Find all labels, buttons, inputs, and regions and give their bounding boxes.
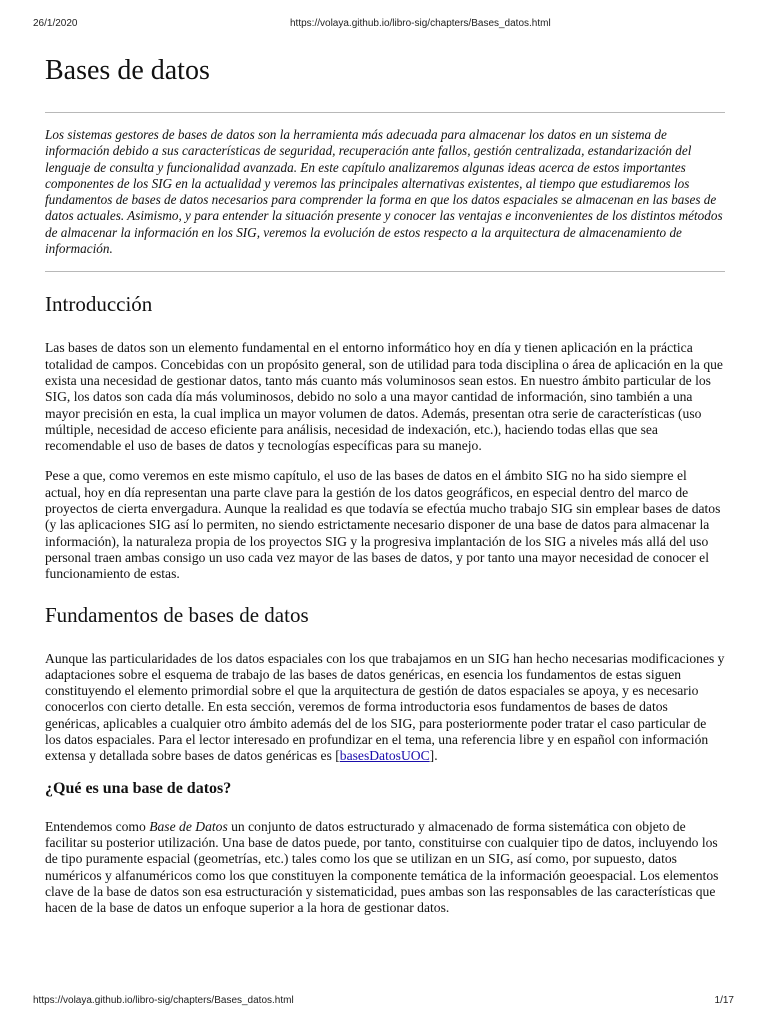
subsection-heading-que-es: ¿Qué es una base de datos? xyxy=(45,779,232,797)
print-header-date: 26/1/2020 xyxy=(33,18,78,29)
chapter-abstract: Los sistemas gestores de bases de datos son la herramienta más adecuada para almacenar los datos en un sistema de información debido a sus características de seguridad, recuperación ante fallos, gestión centralizada, estandarización del lenguaje de consulta y funcionalidad avanzada. En este capítulo analizaremos algunas ideas acerca de estos importantes componentes de los SIG en la actualidad y veremos las principales alternativas existentes, al tiempo que estudiaremos los fundamentos de bases de datos necesarios para comprender la forma en que los datos espaciales se almacenan en las bases de datos actuales. Asimismo, y para entender la situación presente y conocer las ventajas e inconvenientes de los distintos métodos de almacenar la información en los SIG, veremos la evolución de estos respecto a la arquitectura de almacenamiento de información. xyxy=(45,127,723,257)
page-title: Bases de datos xyxy=(45,55,210,86)
intro-paragraph-2: Pese a que, como veremos en este mismo capítulo, el uso de las bases de datos en el ámbito SIG no ha sido siempre el actual, hoy en día representan una parte clave para la gestión de los datos geográficos, en especial dentro del marco de proyectos de cierta envergadura. Aunque la realidad es que todavía se efectúa mucho trabajo SIG sin emplear bases de datos (y las aplicaciones SIG así lo permiten, no siendo estrictamente necesario disponer de una base de datos para almacenar la información), la naturaleza propia de los proyectos SIG y la progresiva implantación de los SIG a niveles más allá del uso personal traen ambas consigo un uso cada vez mayor de las bases de datos, y por tanto una mayor necesidad de conocer el funcionamiento de estas. xyxy=(45,468,721,582)
title-divider xyxy=(45,112,725,113)
section-heading-introduccion: Introducción xyxy=(45,292,153,317)
section-heading-fundamentos: Fundamentos de bases de datos xyxy=(45,602,309,627)
que-es-text-rest: un conjunto de datos estructurado y almacenado de forma sistemática con objeto de facilitar su posterior utilización. Una base de datos puede, por tanto, constituirse con cualquier tipo de datos, incluyendo los de tipo puramente espacial (geometrías, etc.) tales como los que se utilizan en un SIG, así como, por supuesto, datos numéricos y alfanuméricos como los que constituyen la componente temática de la información geoespacial. Los elementos clave de la base de datos son esa estructuración y sistematicidad, pues ambas son las responsables de las características que hacen de la base de datos un enfoque superior a la hora de gestionar datos. xyxy=(45,818,719,916)
term-base-de-datos: Base de Datos xyxy=(149,818,228,834)
reference-link-basesdatosuoc[interactable]: basesDatosUOC xyxy=(339,748,430,764)
fundamentos-text: Aunque las particularidades de los datos espaciales con los que trabajamos en un SIG han hecho necesarias modificaciones y adaptaciones sobre el esquema de trabajo de las bases de datos genéricas, en esencia los fundamentos de estas siguen constituyendo el elemento primordial sobre el que la arquitectura de gestión de datos espaciales se apoya, y es necesario conocerlos con cierto detalle. En esta sección, veremos de forma introductoria esos fundamentos de bases de datos genéricas, aplicables a cualquier otro ámbito además del de los SIG, para posteriormente poder tratar el caso particular de los datos espaciales. Para el lector interesado en profundizar en el tema, una referencia libre y en español con información extensa y detallada sobre bases de datos genéricas es [ xyxy=(45,650,725,764)
intro-paragraph-1: Las bases de datos son un elemento fundamental en el entorno informático hoy en día y tienen aplicación en la práctica totalidad de campos. Concebidas con un propósito general, son de utilidad para toda disciplina o área de aplicación en la que exista una necesidad de gestionar datos, tanto más cuanto más voluminosos sean estos. En nuestro ámbito particular de los SIG, los datos son cada día más voluminosos, debido no solo a una mayor cantidad de información, sino también a una mayor precisión en esta, la cual implica un mayor volumen de datos. Además, presentan otra serie de características (uso múltiple, necesidad de acceso eficiente para análisis, necesidad de indexación, etc.), haciendo todas ellas que sea recomendable el uso de bases de datos y tecnologías específicas para su manejo. xyxy=(45,340,723,454)
print-header-url: https://volaya.github.io/libro-sig/chapters/Bases_datos.html xyxy=(290,18,551,29)
que-es-text-start: Entendemos como xyxy=(45,818,150,834)
print-footer-url: https://volaya.github.io/libro-sig/chapters/Bases_datos.html xyxy=(33,995,294,1006)
abstract-divider xyxy=(45,271,725,272)
print-footer-page-number: 1/17 xyxy=(714,995,734,1006)
que-es-paragraph-1 xyxy=(45,819,725,917)
fundamentos-paragraph-1 xyxy=(45,651,725,765)
document-body xyxy=(45,52,725,930)
fundamentos-text-end: ]. xyxy=(429,748,438,764)
